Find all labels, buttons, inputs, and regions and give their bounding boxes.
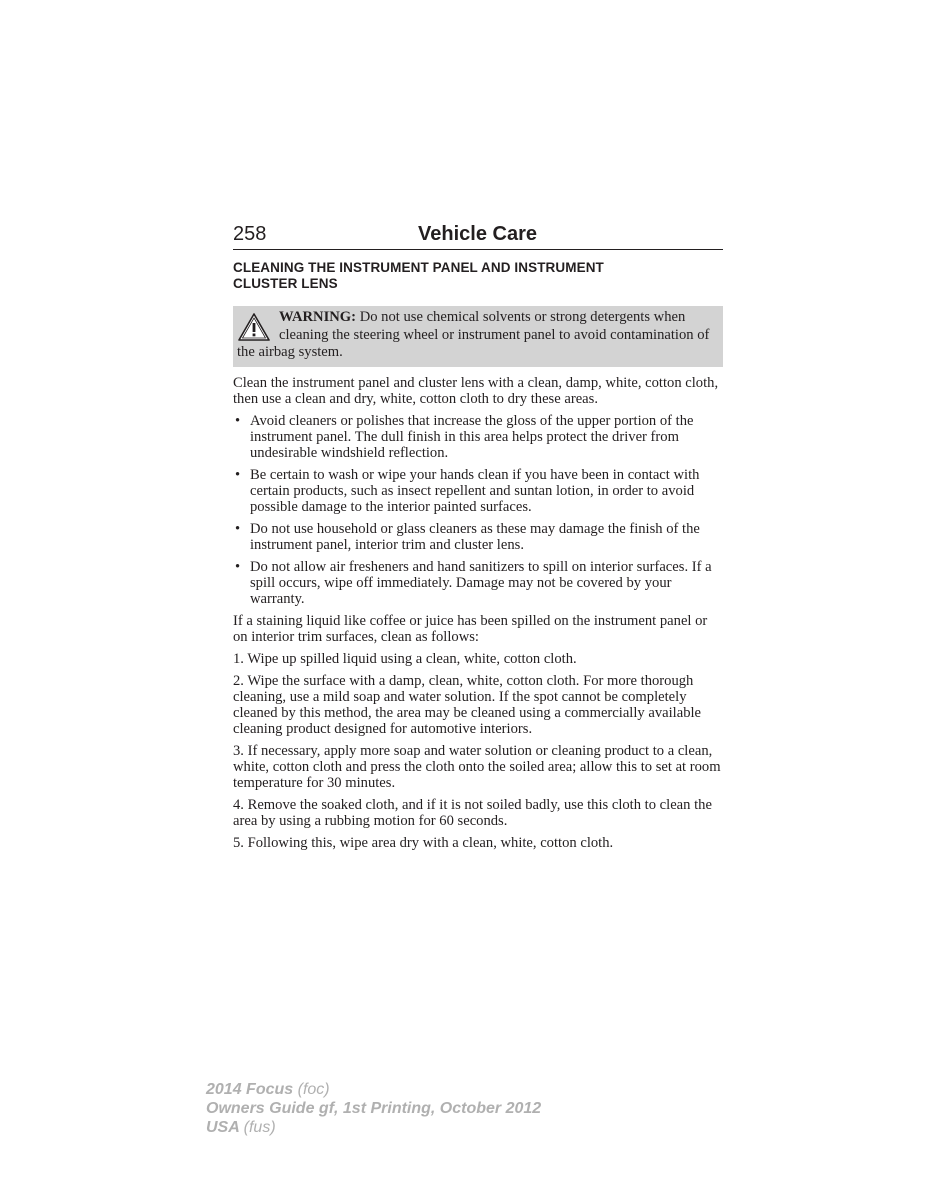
- bullet-icon: •: [235, 520, 241, 537]
- step-paragraph: 1. Wipe up spilled liquid using a clean, white, cotton cloth.: [233, 650, 577, 667]
- page-footer: [206, 1080, 541, 1137]
- list-item: [233, 467, 723, 515]
- step-paragraph: 3. If necessary, apply more soap and water solution or cleaning product to a clean, white, cotton cloth and press the cloth onto the soiled area; allow this to set at room temperature for 30 minutes.: [233, 742, 721, 791]
- list-item: [233, 521, 723, 553]
- step-paragraph: 4. Remove the soaked cloth, and if it is not soiled badly, use this cloth to clean the area by using a rubbing motion for 60 seconds.: [233, 796, 712, 829]
- section-heading-line: CLUSTER LENS: [233, 276, 338, 291]
- chapter-title: Vehicle Care: [418, 223, 537, 245]
- list-item-text: Do not allow air fresheners and hand sanitizers to spill on interior surfaces. If a spill occurs, wipe off immediately. Damage may not be covered by your warranty.: [250, 558, 712, 607]
- warning-text: Do not use chemical solvents or strong detergents when cleaning the steering wheel or instrument panel to avoid contamination of the airbag system.: [237, 309, 710, 360]
- staining-intro-paragraph: If a staining liquid like coffee or juice has been spilled on the instrument panel or on interior trim surfaces, clean as follows:: [233, 612, 708, 645]
- footer-model: 2014 Focus: [206, 1081, 294, 1098]
- list-item: [233, 559, 723, 607]
- page-header: [233, 222, 723, 250]
- footer-printing: Owners Guide gf, 1st Printing, October 2012: [206, 1100, 542, 1117]
- body-content: [233, 375, 723, 851]
- intro-paragraph: Clean the instrument panel and cluster lens with a clean, damp, white, cotton cloth, then use a clean and dry, white, cotton cloth to dry these areas.: [233, 374, 719, 407]
- footer-market-code: (fus): [243, 1119, 276, 1136]
- step-paragraph: 2. Wipe the surface with a damp, clean, white, cotton cloth. For more thorough cleaning, use a mild soap and water solution. If the spot cannot be completely cleaned by this method, the area may be cleaned using a commercially available cleaning product designed for automotive interiors.: [233, 672, 702, 737]
- footer-line: [206, 1118, 541, 1137]
- footer-line: [206, 1099, 541, 1118]
- warning-label: WARNING:: [279, 309, 357, 325]
- footer-model-code: (foc): [297, 1081, 330, 1098]
- bullet-icon: •: [235, 466, 241, 483]
- warning-box: [233, 306, 723, 367]
- step-paragraph: 5. Following this, wipe area dry with a clean, white, cotton cloth.: [233, 834, 614, 851]
- section-heading: [233, 260, 723, 292]
- section-heading-line: CLEANING THE INSTRUMENT PANEL AND INSTRUMENT: [233, 260, 604, 275]
- list-item: [233, 413, 723, 461]
- bullet-icon: •: [235, 412, 241, 429]
- list-item-text: Be certain to wash or wipe your hands clean if you have been in contact with certain products, such as insect repellent and suntan lotion, in order to avoid possible damage to the interior painted surfaces.: [250, 466, 700, 515]
- manual-page: [233, 222, 723, 857]
- footer-market: USA: [206, 1119, 240, 1136]
- list-item-text: Avoid cleaners or polishes that increase the gloss of the upper portion of the instrument panel. The dull finish in this area helps protect the driver from undesirable windshield reflection.: [250, 412, 694, 461]
- footer-line: [206, 1080, 541, 1099]
- warning-triangle-icon: [237, 312, 271, 342]
- bullet-list: [233, 413, 723, 607]
- list-item-text: Do not use household or glass cleaners as these may damage the finish of the instrument panel, interior trim and cluster lens.: [250, 520, 700, 553]
- page-number: 258: [233, 223, 267, 245]
- bullet-icon: •: [235, 558, 241, 575]
